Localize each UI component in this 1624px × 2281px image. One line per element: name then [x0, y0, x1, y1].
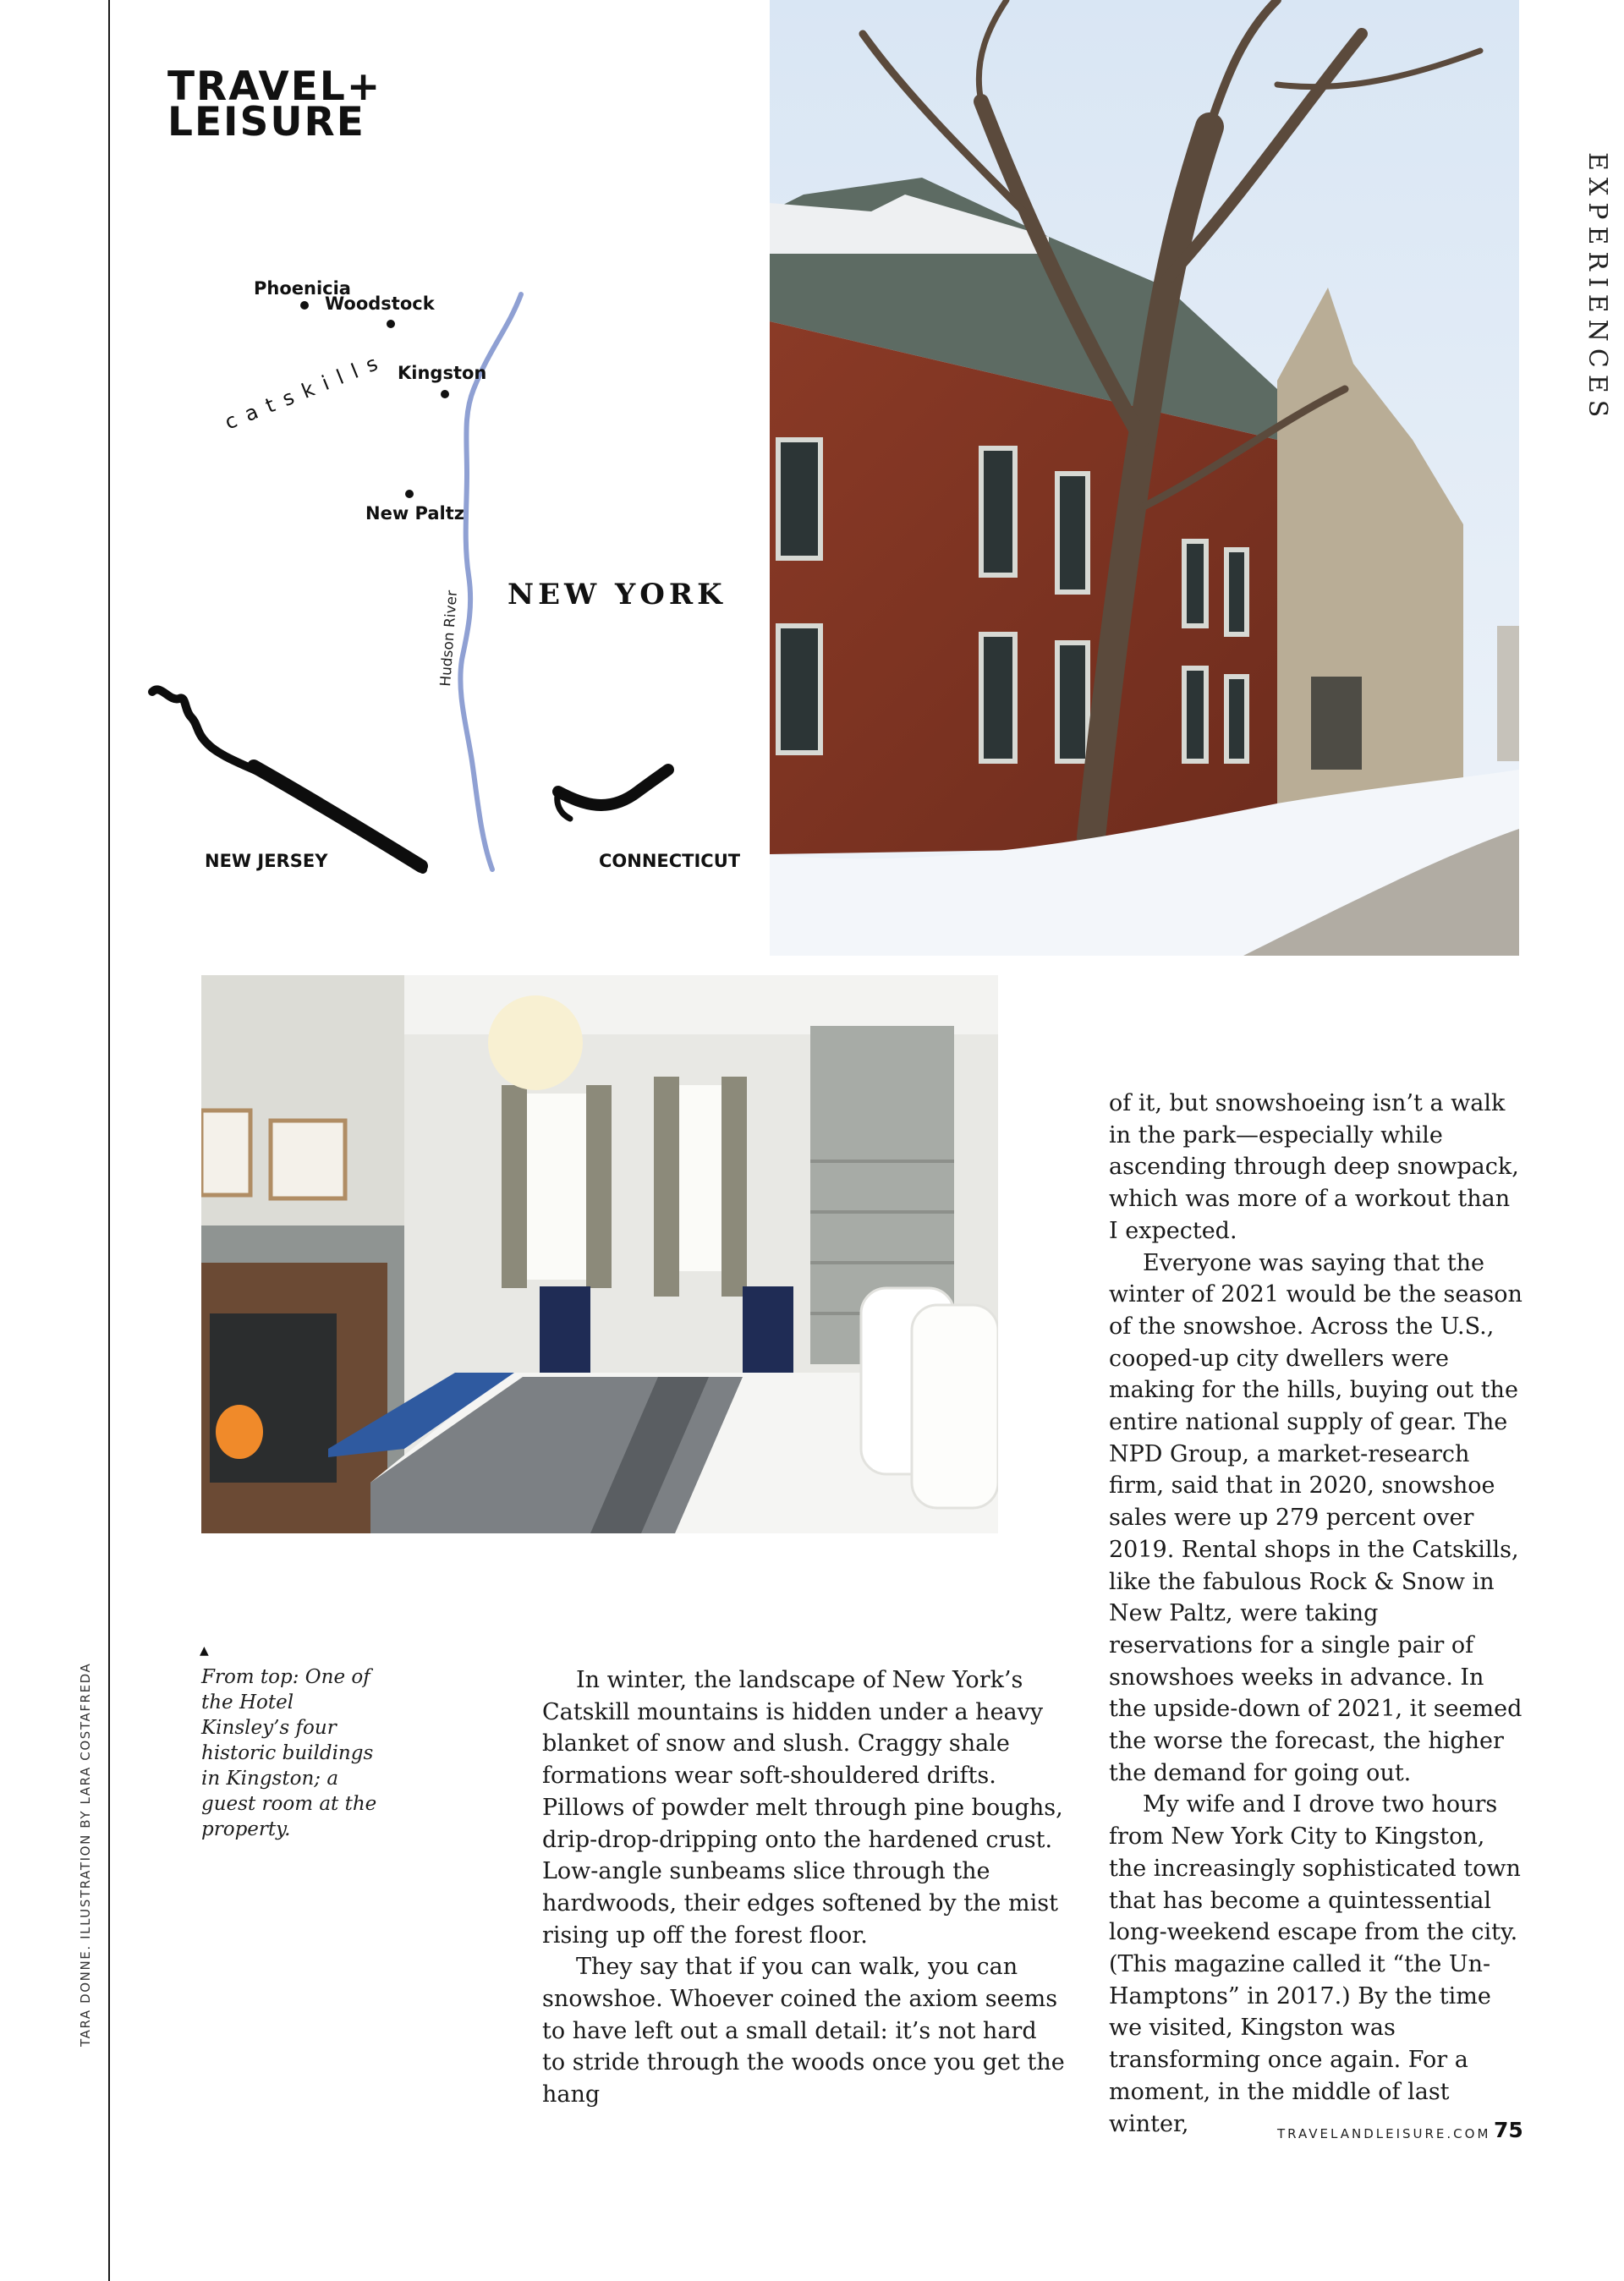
section-tag: EXPERIENCES [1583, 152, 1612, 425]
article-paragraph: They say that if you can walk, you can snowshoe. Whoever coined the axiom seems to have left out a small detail: it’s not hard to stride through the woods once you get the hang [542, 1954, 1065, 2108]
kingston-dot [441, 390, 449, 398]
logo-line-2: LEISURE [167, 99, 365, 145]
label-new-jersey: NEW JERSEY [205, 851, 328, 871]
article-paragraph: Everyone was saying that the winter of 2021 would be the season of the snowshoe. Across the U.S., cooped-up city dwellers were making for the hills, buying out the entire national supply of gear. The NPD Group, a market-research firm, said that in 2020, snowshoe sales were up 279 percent over 2019. Rental shops in the Catskills, like the fabulous Rock & Snow in New Paltz, were taking reservations for a single pair of snowshoes weeks in advance. In the upside-down of 2021, it seemed the worse the forecast, the higher the demand for going out. [1109, 1249, 1522, 1786]
article-paragraph: My wife and I drove two hours from New York City to Kingston, the increasingly sophisticated town that has become a quintessential long-weekend escape from the city. (This magazine called it “the Un-Hamptons” in 2017.) By the time we visited, Kingston was transforming once again. For a moment, in the middle of last winter, [1109, 1791, 1521, 2137]
brand-logo [167, 63, 396, 145]
caption-arrow-icon: ▲ [200, 1644, 209, 1658]
label-new-york: NEW YORK [508, 578, 727, 611]
gutter-line [108, 0, 110, 2281]
article-paragraph: In winter, the landscape of New York’s Catskill mountains is hidden under a heavy blanket of snow and slush. Craggy shale formations wear soft-shouldered drifts. Pillows of powder melt through pine boughs, drip-drop-dripping onto the hardened crust. Low-angle sunbeams slice through the hardwoods, their edges softened by the mist rising up off the forest floor. [542, 1667, 1063, 1949]
label-new-paltz: New Paltz [365, 503, 464, 524]
woodstock-dot [387, 320, 395, 328]
label-kingston: Kingston [398, 363, 487, 383]
article-column-1 [542, 1664, 1067, 2111]
article-column-2 [1109, 1088, 1523, 2140]
map-illustration [135, 254, 744, 930]
label-connecticut: CONNECTICUT [599, 851, 741, 871]
hotel-exterior-photo [770, 0, 1519, 956]
label-phoenicia: Phoenicia [254, 278, 351, 299]
photo-credit: TARA DONNE. ILLUSTRATION BY LARA COSTAFREDA [78, 1662, 93, 2047]
guest-room-photo [201, 975, 998, 1533]
page-number: 75 [1494, 2118, 1523, 2142]
photo-caption: From top: One of the Hotel Kinsley’s four historic buildings in Kingston; a guest room at the property. [201, 1666, 377, 1840]
label-catskills: catskills [221, 348, 391, 435]
connecticut-border [558, 770, 668, 805]
logo-line-1: TRAVEL+ [167, 63, 382, 110]
label-hudson-river: Hudson River [437, 589, 461, 688]
article-paragraph-continued: of it, but snowshoeing isn’t a walk in the park—especially while ascending through deep snowpack, which was more of a workout than I expected. [1109, 1090, 1519, 1244]
phoenicia-dot [300, 301, 309, 310]
label-woodstock: Woodstock [325, 293, 435, 314]
new-paltz-dot [405, 490, 414, 498]
footer-website: TRAVELANDLEISURE.COM [1277, 2126, 1491, 2141]
region-map [135, 254, 744, 930]
